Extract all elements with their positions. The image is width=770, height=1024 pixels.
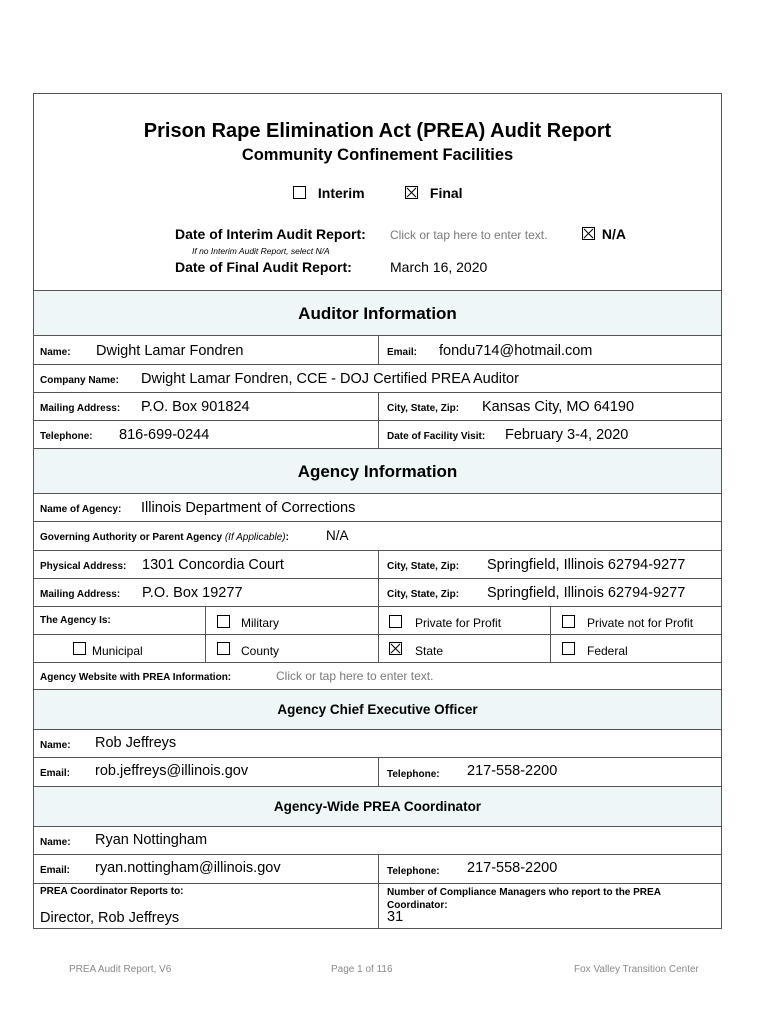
military-cell[interactable] <box>205 607 378 634</box>
agency-governing-row <box>34 521 721 550</box>
ceo-email-label: Email: <box>40 768 71 779</box>
auditor-email-label: Email: <box>387 347 418 358</box>
auditor-company-label: Company Name: <box>40 375 119 386</box>
agency-physical-csz-label: City, State, Zip: <box>387 561 460 572</box>
coordinator-contact-row <box>34 854 721 883</box>
coordinator-reports-to-field[interactable]: Director, Rob Jeffreys <box>40 910 180 926</box>
federal-checkbox[interactable] <box>562 642 575 655</box>
agency-website-label: Agency Website with PREA Information: <box>40 672 232 683</box>
na-option[interactable] <box>582 226 626 242</box>
coordinator-phone-cell <box>378 855 722 883</box>
agency-mailing-field[interactable]: P.O. Box 19277 <box>142 585 243 601</box>
auditor-visit-cell <box>378 421 722 448</box>
coordinator-reports-to-label: PREA Coordinator Reports to: <box>40 886 184 897</box>
report-subtitle: Community Confinement Facilities <box>241 146 514 164</box>
ceo-section-header <box>34 689 721 729</box>
municipal-cell[interactable] <box>34 635 205 662</box>
agency-name-row <box>34 493 721 521</box>
agency-governing-field[interactable]: N/A <box>326 528 349 543</box>
agency-section-title: Agency Information <box>297 462 458 481</box>
coordinator-section-title: Agency-Wide PREA Coordinator <box>273 799 482 814</box>
private-nonprofit-checkbox[interactable] <box>562 615 575 628</box>
interim-date-input[interactable]: Click or tap here to enter text. <box>390 228 548 242</box>
municipal-checkbox[interactable] <box>73 642 86 655</box>
final-date-value[interactable]: March 16, 2020 <box>390 259 488 275</box>
coordinator-reports-row <box>34 883 721 929</box>
footer-report-version: PREA Audit Report, V6 <box>69 964 172 975</box>
interim-option[interactable] <box>293 185 365 201</box>
na-label: N/A <box>601 226 627 242</box>
coordinator-name-row <box>34 826 721 854</box>
agency-mailing-row <box>34 578 721 606</box>
auditor-section-title: Auditor Information <box>298 304 457 323</box>
auditor-email-field[interactable]: fondu714@hotmail.com <box>439 343 593 359</box>
auditor-phone-field[interactable]: 816-699-0244 <box>119 427 210 443</box>
private-nonprofit-cell[interactable] <box>550 607 722 634</box>
municipal-label: Municipal <box>92 644 143 658</box>
private-profit-checkbox[interactable] <box>389 615 402 628</box>
auditor-mailing-field[interactable]: P.O. Box 901824 <box>141 399 250 415</box>
auditor-section-header <box>34 290 721 335</box>
interim-label: Interim <box>317 185 365 201</box>
na-checkbox[interactable] <box>582 227 595 240</box>
agency-governing-label-text: Governing Authority or Parent Agency <box>40 532 223 543</box>
interim-checkbox[interactable] <box>293 186 306 199</box>
ceo-contact-row <box>34 757 721 786</box>
audit-report-form <box>33 93 722 929</box>
county-checkbox[interactable] <box>217 642 230 655</box>
coordinator-phone-label: Telephone: <box>387 866 440 877</box>
state-checkbox[interactable] <box>389 642 402 655</box>
military-label: Military <box>241 616 279 630</box>
auditor-name-field[interactable]: Dwight Lamar Fondren <box>96 343 244 359</box>
auditor-mailing-row <box>34 392 721 420</box>
auditor-csz-label: City, State, Zip: <box>387 403 460 414</box>
final-checkbox[interactable] <box>405 186 418 199</box>
state-label: State <box>415 644 444 658</box>
auditor-company-field[interactable]: Dwight Lamar Fondren, CCE - DOJ Certified PREA Auditor <box>141 371 519 387</box>
agency-website-row <box>34 662 721 689</box>
coordinator-email-field[interactable]: ryan.nottingham@illinois.gov <box>95 860 281 876</box>
final-label: Final <box>429 185 463 201</box>
interim-note: If no Interim Audit Report, select N/A <box>192 246 330 256</box>
ceo-phone-cell <box>378 758 722 786</box>
agency-governing-paren: (If Applicable) <box>224 532 286 543</box>
agency-section-header <box>34 448 721 493</box>
coordinator-phone-field[interactable]: 217-558-2200 <box>467 860 558 876</box>
coordinator-section-header <box>34 786 721 826</box>
agency-mailing-csz-field[interactable]: Springfield, Illinois 62794-9277 <box>487 585 686 601</box>
auditor-email-cell <box>378 336 722 364</box>
coordinator-name-field[interactable]: Ryan Nottingham <box>95 832 208 848</box>
final-date-label: Date of Final Audit Report: <box>175 259 352 275</box>
coordinator-name-label: Name: <box>40 837 71 848</box>
private-nonprofit-label: Private not for Profit <box>587 616 694 630</box>
auditor-csz-field[interactable]: Kansas City, MO 64190 <box>482 399 635 415</box>
footer-page-number: Page 1 of 116 <box>331 964 393 975</box>
coordinator-managers-cell <box>378 884 722 929</box>
footer-facility-name: Fox Valley Transition Center <box>574 964 699 975</box>
auditor-company-row <box>34 364 721 392</box>
private-profit-cell[interactable] <box>378 607 550 634</box>
agency-physical-csz-field[interactable]: Springfield, Illinois 62794-9277 <box>487 557 686 573</box>
county-label: County <box>241 644 280 658</box>
coordinator-email-label: Email: <box>40 865 71 876</box>
auditor-visit-field[interactable]: February 3-4, 2020 <box>505 427 629 443</box>
final-option[interactable] <box>405 185 463 201</box>
interim-date-label: Date of Interim Audit Report: <box>175 226 366 242</box>
county-cell[interactable] <box>205 635 378 662</box>
ceo-name-row <box>34 729 721 757</box>
auditor-phone-label: Telephone: <box>40 431 93 442</box>
agency-governing-label <box>40 532 289 543</box>
agency-name-field[interactable]: Illinois Department of Corrections <box>141 500 356 516</box>
ceo-name-label: Name: <box>40 740 71 751</box>
ceo-email-field[interactable]: rob.jeffreys@illinois.gov <box>95 763 249 779</box>
agency-website-input[interactable]: Click or tap here to enter text. <box>276 669 434 683</box>
agency-physical-row <box>34 550 721 578</box>
auditor-phone-row <box>34 420 721 448</box>
auditor-visit-label: Date of Facility Visit: <box>387 431 486 442</box>
report-title: Prison Rape Elimination Act (PREA) Audit Report <box>143 120 612 142</box>
ceo-phone-label: Telephone: <box>387 769 440 780</box>
agency-type-row-1 <box>34 606 721 634</box>
agency-mailing-label: Mailing Address: <box>40 589 121 600</box>
state-cell[interactable] <box>378 635 550 662</box>
agency-governing-colon: : <box>285 532 289 543</box>
coordinator-managers-label: Number of Compliance Managers who report to the PREA Coordinator: <box>387 887 661 911</box>
agency-mailing-csz-cell <box>378 579 722 606</box>
agency-type-row-2 <box>34 634 721 662</box>
coordinator-managers-field[interactable]: 31 <box>387 909 404 925</box>
agency-mailing-csz-label: City, State, Zip: <box>387 589 460 600</box>
report-header <box>34 94 721 290</box>
agency-physical-field[interactable]: 1301 Concordia Court <box>142 557 284 573</box>
agency-physical-csz-cell <box>378 551 722 578</box>
auditor-name-row <box>34 335 721 364</box>
auditor-mailing-label: Mailing Address: <box>40 403 121 414</box>
auditor-name-label: Name: <box>40 347 71 358</box>
ceo-section-title: Agency Chief Executive Officer <box>277 702 478 717</box>
agency-physical-label: Physical Address: <box>40 561 127 572</box>
federal-cell[interactable] <box>550 635 722 662</box>
ceo-name-field[interactable]: Rob Jeffreys <box>95 735 177 751</box>
agency-is-label: The Agency Is: <box>40 615 111 626</box>
federal-label: Federal <box>587 644 628 658</box>
ceo-phone-field[interactable]: 217-558-2200 <box>467 763 558 779</box>
military-checkbox[interactable] <box>217 615 230 628</box>
private-profit-label: Private for Profit <box>415 616 502 630</box>
agency-name-label: Name of Agency: <box>40 504 122 515</box>
auditor-csz-cell <box>378 393 722 420</box>
